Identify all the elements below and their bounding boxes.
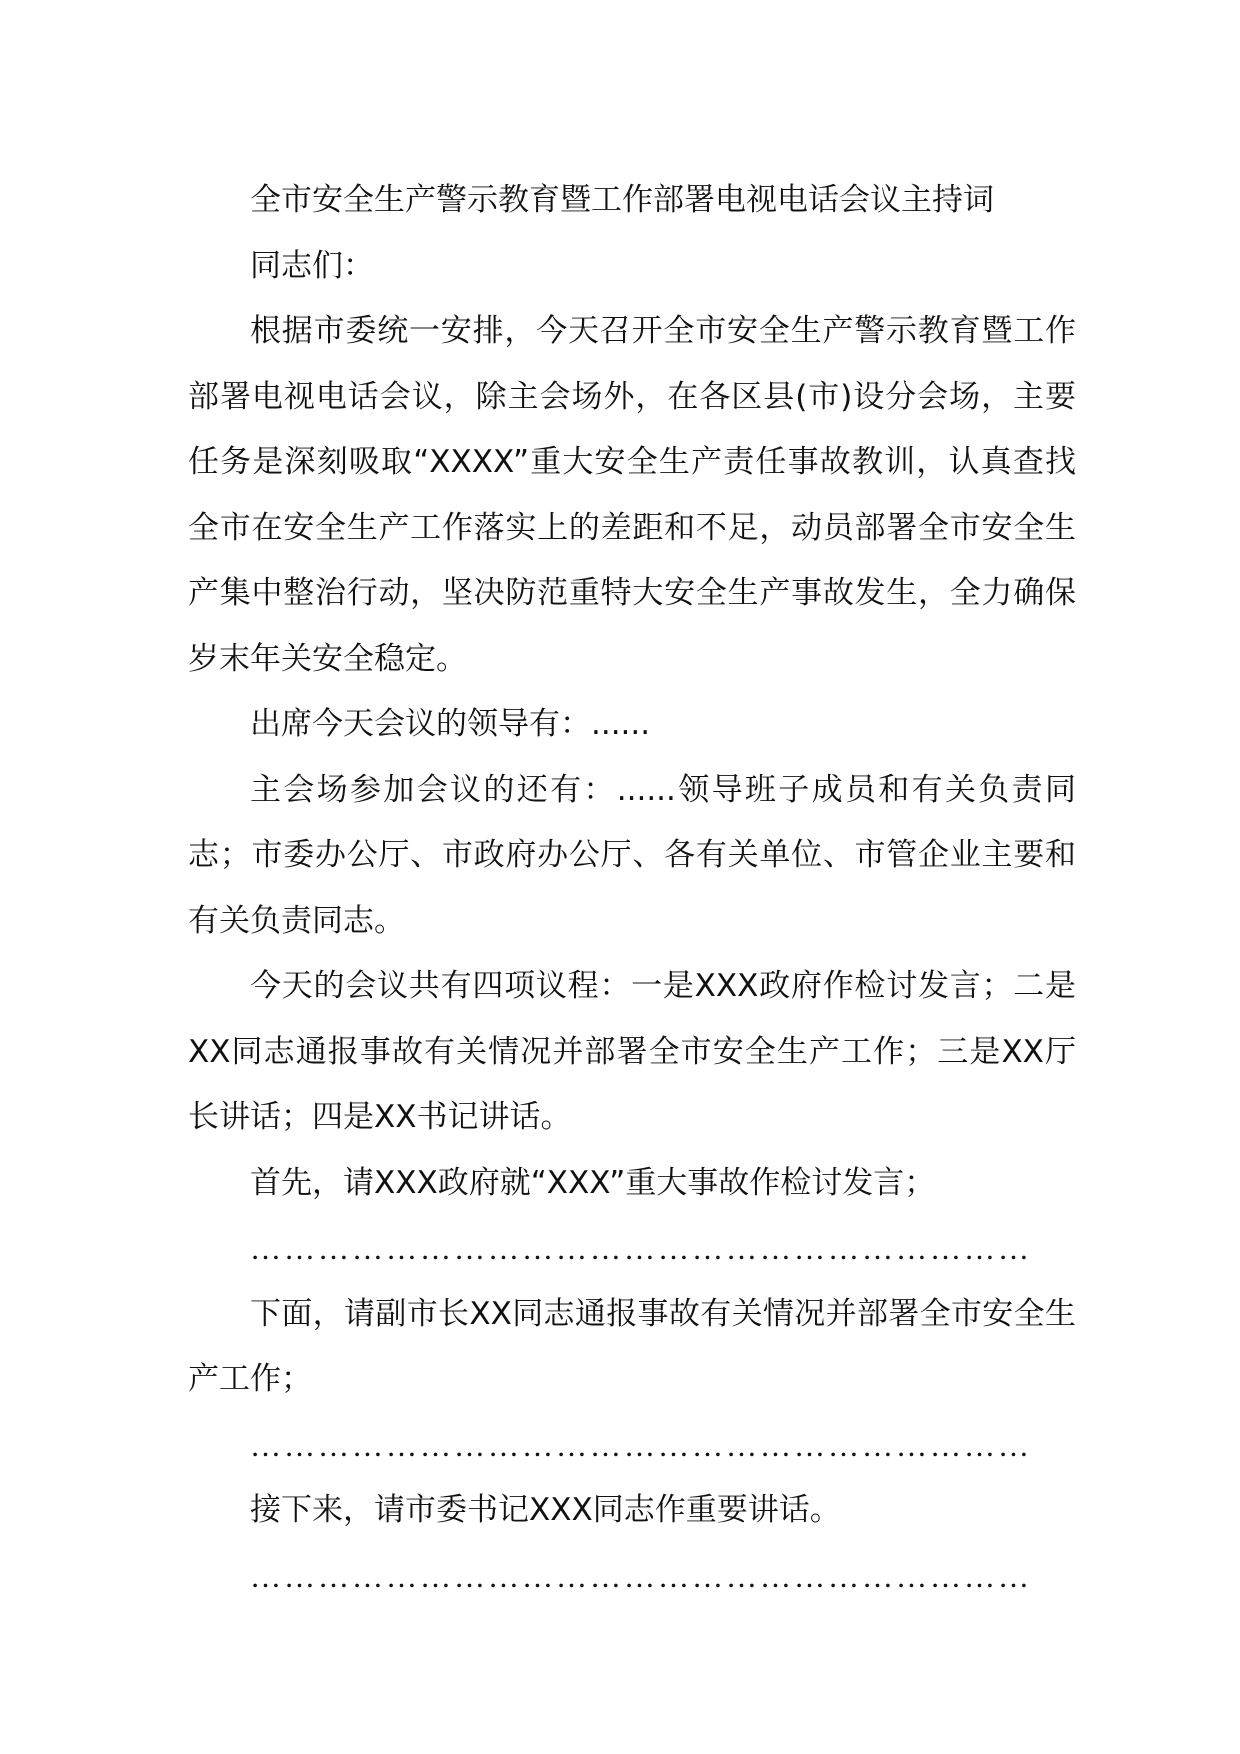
document-body [188, 168, 1076, 1609]
ellipsis-line: …………………………………………………………… [250, 1231, 1032, 1266]
paragraph-leaders: 出席今天会议的领导有：...... [250, 706, 651, 742]
paragraph-attendees: 主会场参加会议的还有：......领导班子成员和有关负责同志；市委办公厅、市政府办公厅、各有关单位、市管企业主要和有关负责同志。 [188, 771, 1076, 939]
paragraph-second-speaker: 下面，请副市长XX同志通报事故有关情况并部署全市安全生产工作； [188, 1295, 1076, 1397]
ellipsis-line: …………………………………………………………… [250, 1427, 1032, 1463]
ellipsis-line: …………………………………………………………… [250, 1558, 1032, 1594]
paragraph-third-speaker: 接下来，请市委书记XXX同志作重要讲话。 [250, 1492, 841, 1528]
paragraph-first-speaker: 首先，请XXX政府就“XXX”重大事故作检讨发言； [250, 1164, 936, 1201]
paragraph-intro: 根据市委统一安排，今天召开全市安全生产警示教育暨工作部署电视电话会议，除主会场外，在各区县(市)设分会场，主要任务是深刻吸取“XXXX”重大安全生产责任事故教训，认真查找全市在安全生产工作落实上的差距和不足，动员部署全市安全生产集中整治行动，坚决防范重特大安全生产事故发生，全力确保岁末年关安全稳定。 [188, 313, 1076, 677]
document-title: 全市安全生产警示教育暨工作部署电视电话会议主持词 [250, 182, 994, 218]
greeting: 同志们： [250, 247, 374, 284]
paragraph-agenda: 今天的会议共有四项议程：一是XXX政府作检讨发言；二是XX同志通报事故有关情况并部署全市安全生产工作；三是XX厅长讲话；四是XX书记讲话。 [188, 968, 1076, 1135]
